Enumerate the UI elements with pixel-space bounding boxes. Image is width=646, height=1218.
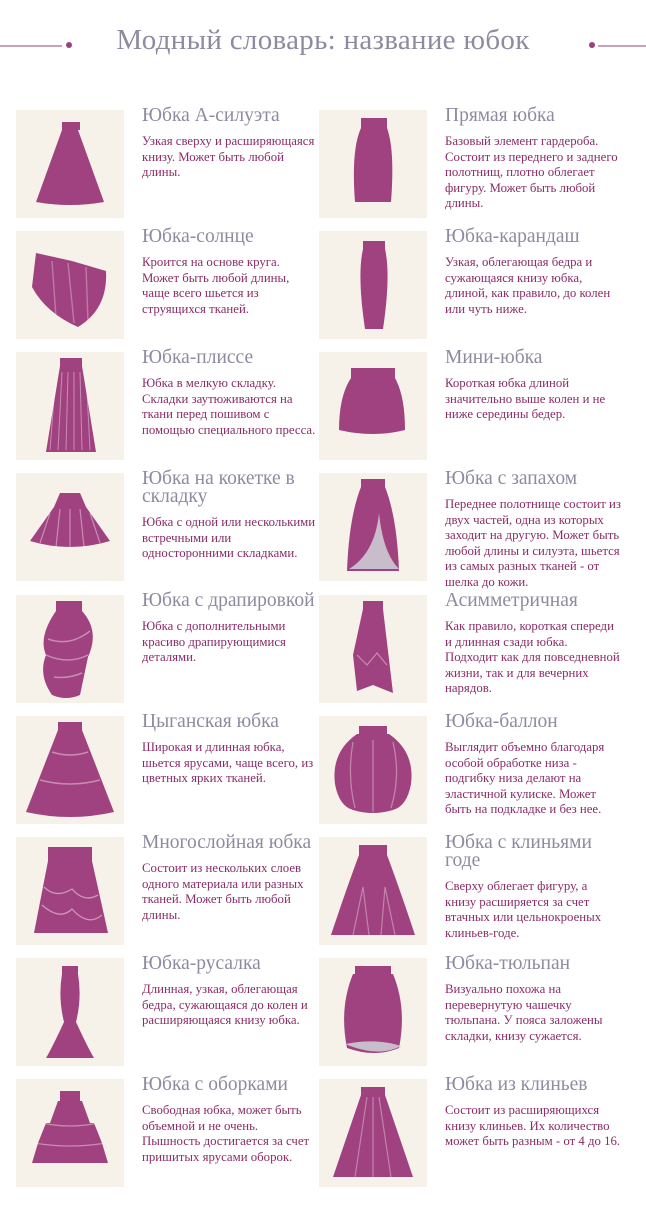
skirt-name: Асимметричная (445, 590, 578, 611)
skirt-card-draped-skirt (16, 590, 316, 703)
skirt-card-wrap-skirt (319, 468, 621, 589)
tulip-skirt-icon (319, 958, 427, 1066)
skirt-description: Сверху облегает фигуру, а книзу расширяется за счет втачных или цельнокроеных клиньев-годе. (445, 879, 602, 940)
skirt-description: Состоит из расширяющихся книзу клиньев. Их количество может быть разным - от 4 до 16. (445, 1103, 621, 1149)
draped-skirt-icon (16, 595, 124, 703)
mermaid-skirt-icon (16, 958, 124, 1066)
skirt-card-balloon-skirt (319, 711, 619, 824)
skirt-description: Кроится на основе круга. Может быть любой длины, чаще всего шьется из струящихся тканей. (142, 255, 290, 316)
skirt-card-gored-skirt (319, 1074, 621, 1187)
skirt-name: Юбка с оборками (142, 1074, 288, 1095)
skirt-name: Юбка на кокетке в складку (142, 468, 295, 507)
skirt-description: Юбка с дополнительными красиво драпирующимися деталями. (142, 619, 286, 665)
skirt-description: Переднее полотнище состоит из двух частей, одна из которых заходит на другую. Может быть любой длины и силуэта, шьется из самых разных тканей - от шелка до кожи. (445, 497, 621, 589)
skirt-card-circle-skirt (16, 226, 316, 339)
skirt-card-ruffle-skirt (16, 1074, 316, 1187)
skirt-description: Свободная юбка, может быть объемной и не очень. Пышность достигается за счет пришитых ярусами оборок. (142, 1103, 310, 1164)
skirt-name: Юбка-баллон (445, 711, 558, 732)
skirt-name: Юбка с драпировкой (142, 590, 315, 611)
skirt-name: Юбка А-силуэта (142, 105, 280, 126)
right-dot (589, 42, 595, 48)
ruffle-skirt-icon (16, 1079, 124, 1187)
skirt-description: Короткая юбка длиной значительно выше колен и не ниже середины бедер. (445, 376, 606, 422)
a-line-skirt-icon (16, 110, 124, 218)
wrap-skirt-icon (319, 473, 427, 581)
skirt-name: Юбка из клиньев (445, 1074, 588, 1095)
skirt-name: Цыганская юбка (142, 711, 279, 732)
skirt-name: Юбка-плиссе (142, 347, 254, 368)
circle-skirt-icon (16, 231, 124, 339)
skirt-card-pleated-skirt (16, 347, 316, 460)
mini-skirt-icon (319, 352, 427, 460)
skirt-description: Длинная, узкая, облегающая бедра, сужающаяся до колен и расширяющаяся книзу юбка. (142, 982, 308, 1028)
layered-skirt-icon (16, 837, 124, 945)
yoke-pleat-skirt-icon (16, 473, 124, 581)
pleated-skirt-icon (16, 352, 124, 460)
skirt-card-a-line-skirt (16, 105, 316, 218)
skirt-card-godet-skirt (319, 832, 619, 945)
skirt-name: Многослойная юбка (142, 832, 312, 853)
skirt-card-tulip-skirt (319, 953, 619, 1066)
skirt-name: Прямая юбка (445, 105, 555, 126)
header (0, 0, 646, 90)
gored-skirt-icon (319, 1079, 427, 1187)
skirt-card-mermaid-skirt (16, 953, 316, 1066)
skirt-card-gypsy-skirt (16, 711, 316, 824)
skirt-description: Узкая, облегающая бедра и сужающаяся книзу юбка, длиной, как правило, до колен или чуть ниже. (445, 255, 611, 316)
skirt-description: Состоит из нескольких слоев одного материала или разных тканей. Может быть любой длины. (142, 861, 304, 922)
skirt-description: Широкая и длинная юбка, шьется ярусами, чаще всего, из цветных ярких тканей. (142, 740, 314, 786)
skirt-name: Юбка-русалка (142, 953, 261, 974)
skirt-description: Базовый элемент гардероба. Состоит из переднего и заднего полотнищ, плотно облегает фигуру. Может быть любой длины. (445, 134, 618, 211)
straight-skirt-icon (319, 110, 427, 218)
gypsy-skirt-icon (16, 716, 124, 824)
skirt-card-mini-skirt (319, 347, 619, 460)
page-title: Модный словарь: название юбок (116, 24, 530, 56)
skirt-description: Юбка с одной или несколькими встречными или односторонними складками. (142, 515, 316, 561)
skirt-card-yoke-pleat-skirt (16, 468, 316, 581)
skirt-description: Юбка в мелкую складку. Складки заутюживаются на ткани перед пошивом с помощью специального пресса. (142, 376, 316, 437)
skirt-name: Юбка-солнце (142, 226, 254, 247)
skirt-card-layered-skirt (16, 832, 316, 945)
skirt-name: Юбка-карандаш (445, 226, 580, 247)
skirt-card-pencil-skirt (319, 226, 619, 339)
skirt-name: Юбка-тюльпан (445, 953, 571, 974)
asymmetric-skirt-icon (319, 595, 427, 703)
balloon-skirt-icon (319, 716, 427, 824)
skirt-description: Узкая сверху и расширяющаяся книзу. Может быть любой длины. (142, 134, 315, 180)
skirt-name: Мини-юбка (445, 347, 543, 368)
right-rule (598, 45, 646, 47)
skirt-name: Юбка с клиньями годе (445, 832, 592, 871)
skirt-description: Выглядит объемно благодаря особой обработке низа - подгибку низа делают на эластичной кулиске. Может быть на подкладке и без нее. (445, 740, 605, 817)
godet-skirt-icon (319, 837, 427, 945)
skirt-card-asymmetric-skirt (319, 590, 620, 703)
skirt-description: Визуально похожа на перевернутую чашечку тюльпана. У пояса заложены складки, книзу сужается. (445, 982, 603, 1043)
skirt-card-straight-skirt (319, 105, 619, 218)
skirt-name: Юбка с запахом (445, 468, 578, 489)
skirt-description: Как правило, короткая спереди и длинная сзади юбка. Подходит как для повседневной жизни, так и для вечерних нарядов. (445, 619, 620, 696)
pencil-skirt-icon (319, 231, 427, 339)
